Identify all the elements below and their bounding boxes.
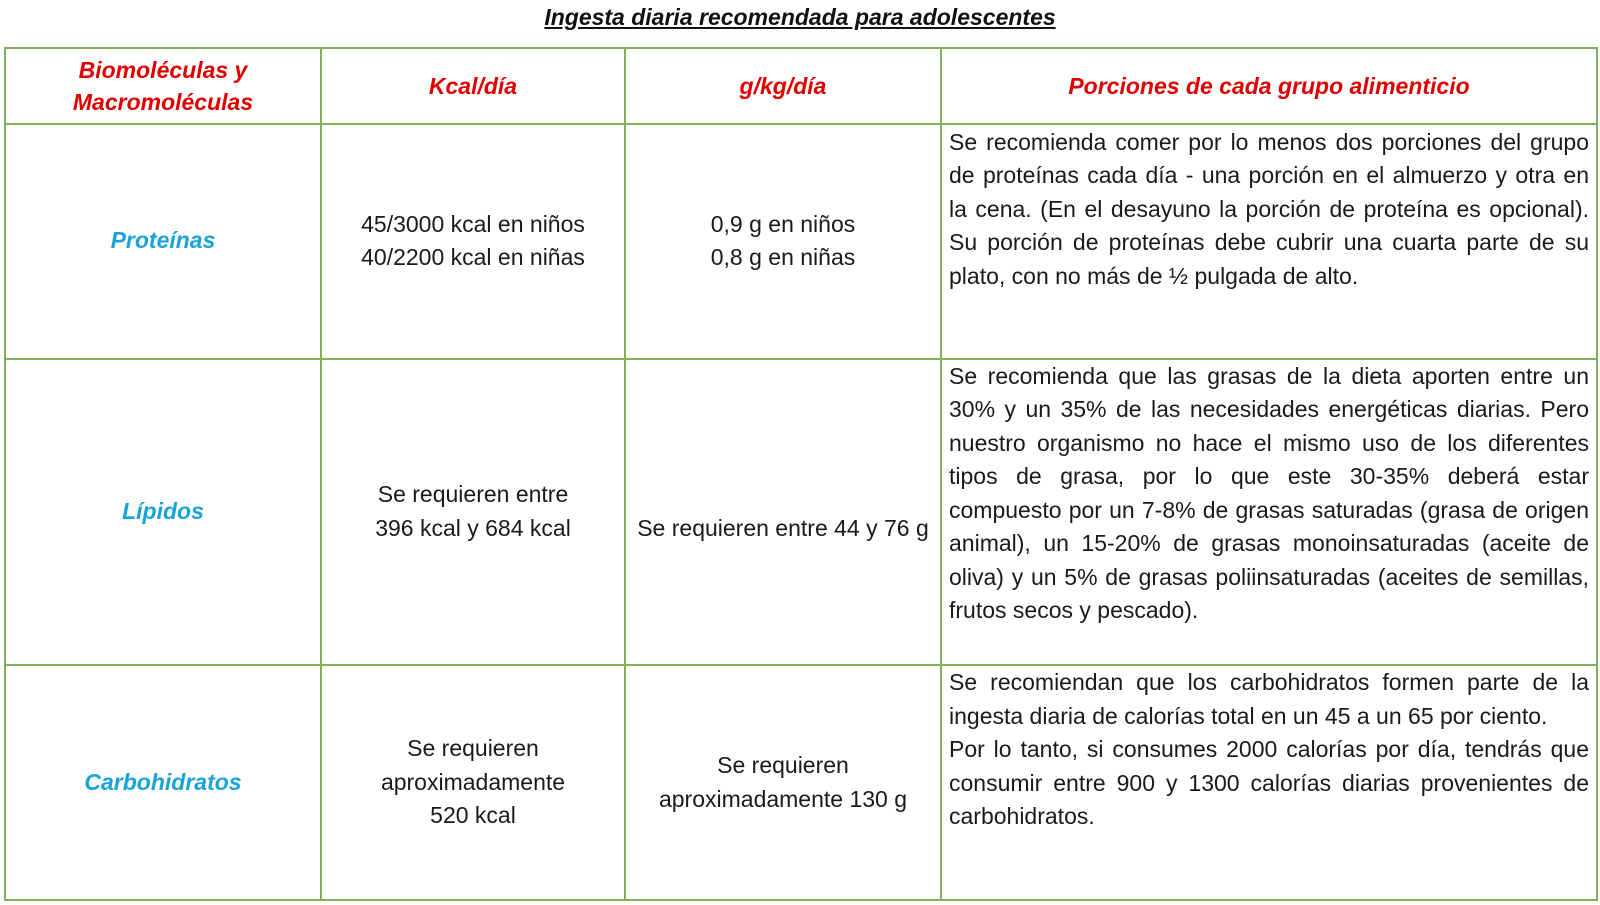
gkg-line: Se requieren entre 44 y 76 g <box>637 515 929 542</box>
portions-cell-carbohydrates <box>941 665 1597 900</box>
portions-text: Se recomiendan que los carbohidratos formen parte de la ingesta diaria de calorías total en un 45 a un 65 por ciento. <box>949 669 1589 729</box>
kcal-line: 40/2200 kcal en niñas <box>361 244 585 271</box>
page-title: Ingesta diaria recomendada para adolescentes <box>544 4 1056 30</box>
row-name-carbohydrates: Carbohidratos <box>5 665 321 900</box>
gkg-line: 0,8 g en niñas <box>710 244 856 271</box>
header-kcal: Kcal/día <box>428 72 518 99</box>
portions-text: Por lo tanto, si consumes 2000 calorías por día, tendrás que consumir entre 900 y 1300 calorías diarias provenientes de carbohidratos. <box>949 736 1589 830</box>
table-row-lipids <box>5 359 1597 665</box>
kcal-cell-carbohydrates <box>321 665 625 900</box>
header-biomolecules-line2: Macromoléculas <box>72 88 254 115</box>
gkg-line: 0,9 g en niños <box>710 210 856 237</box>
kcal-line: Se requieren entre <box>377 481 569 508</box>
gkg-line: Se requieren aproximadamente 130 g <box>658 752 908 812</box>
table-header-row <box>5 48 1597 124</box>
kcal-cell-lipids <box>321 359 625 665</box>
kcal-cell-proteins <box>321 124 625 359</box>
table-row-proteins <box>5 124 1597 359</box>
gkg-cell-proteins <box>625 124 941 359</box>
row-name-proteins: Proteínas <box>5 124 321 359</box>
header-cell-kcal <box>321 48 625 124</box>
header-biomolecules-line1: Biomoléculas y <box>78 56 248 83</box>
gkg-cell-carbohydrates <box>625 665 941 900</box>
kcal-line: Se requieren aproximadamente 520 kcal <box>380 735 566 829</box>
gkg-cell-lipids <box>625 359 941 665</box>
portions-cell-proteins <box>941 124 1597 359</box>
portions-text: Se recomienda comer por lo menos dos porciones del grupo de proteínas cada día - una porción en el almuerzo y otra en la cena. (En el desayuno la porción de proteína es opcional). Su porción de proteínas debe cubrir una cuarta parte de su plato, con no más de ½ pulgada de alto. <box>949 128 1589 289</box>
kcal-line: 396 kcal y 684 kcal <box>375 514 571 541</box>
header-cell-portions <box>941 48 1597 124</box>
kcal-line: 45/3000 kcal en niños <box>361 210 585 237</box>
header-gkg: g/kg/día <box>739 72 827 99</box>
portions-cell-lipids <box>941 359 1597 665</box>
header-portions: Porciones de cada grupo alimenticio <box>1068 72 1470 99</box>
header-cell-gkg <box>625 48 941 124</box>
table-row-carbohydrates <box>5 665 1597 900</box>
row-name-lipids: Lípidos <box>5 359 321 665</box>
header-cell-biomolecules <box>5 48 321 124</box>
portions-text: Se recomienda que las grasas de la dieta aporten entre un 30% y un 35% de las necesidades energéticas diarias. Pero nuestro organismo no hace el mismo uso de los diferentes tipos de grasa, por lo que este 30-35% deberá estar compuesto por un 7-8% de grasas saturadas (grasa de origen animal), un 15-20% de grasas monoinsaturadas (aceite de oliva) y un 5% de grasas poliinsaturadas (aceites de semillas, frutos secos y pescado). <box>949 362 1589 624</box>
nutrition-table <box>4 47 1598 901</box>
